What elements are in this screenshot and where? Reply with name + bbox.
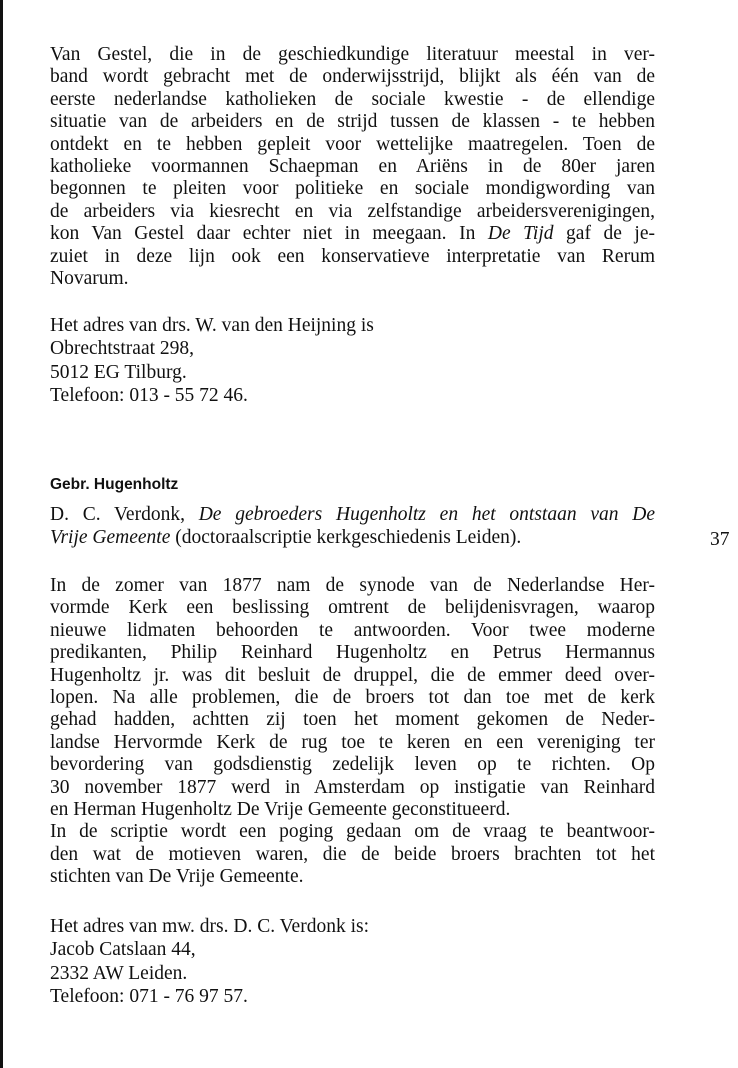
italic-title-text: Vrije Gemeente [50, 526, 171, 548]
paragraph-van-gestel [50, 44, 655, 290]
text-line [50, 799, 655, 821]
text-line [50, 732, 655, 754]
text-segment: zuiet in deze lijn ook een konservatieve interpretatie van Rerum [50, 245, 655, 267]
text-line [50, 268, 655, 290]
text-line [50, 754, 655, 776]
address-verdonk [50, 915, 655, 1008]
text-segment: gaf de je- [553, 223, 655, 245]
text-line [50, 687, 655, 709]
address-line: Het adres van mw. drs. D. C. Verdonk is: [50, 916, 369, 937]
text-segment: Novarum. [50, 267, 129, 289]
text-line [50, 246, 655, 268]
text-segment: band wordt gebracht met de onderwijsstrijd, blijkt als één van de [50, 66, 655, 88]
address-line: Telefoon: 013 - 55 72 46. [50, 384, 248, 406]
text-line [50, 620, 655, 642]
section-heading: Gebr. Hugenholtz [50, 476, 179, 493]
text-segment: de arbeiders via kiesrecht en via zelfstandige arbeidersverenigingen, [50, 200, 655, 222]
address-line: Jacob Catslaan 44, [50, 939, 196, 961]
text-segment: (doctoraalscriptie kerkgeschiedenis Leiden). [170, 526, 522, 548]
text-segment: bevordering van godsdienstig zedelijk leven op te richten. Op [50, 754, 655, 776]
text-segment: Van Gestel, die in de geschiedkundige literatuur meestal in ver- [50, 44, 655, 65]
text-line [50, 642, 655, 664]
text-line [50, 89, 655, 111]
text-line [50, 504, 655, 527]
text-line [50, 821, 655, 843]
text-segment: den wat de motieven waren, die de beide broers brachten tot het [50, 843, 655, 865]
paragraph-hugenholtz [50, 575, 655, 888]
text-segment: 30 november 1877 werd in Amsterdam op instigatie van Reinhard [50, 776, 655, 798]
text-line [50, 201, 655, 223]
text-line [50, 134, 655, 156]
citation [50, 504, 655, 549]
address-heijning [50, 314, 655, 407]
text-segment: landse Hervormde Kerk de rug toe te keren en een vereniging ter [50, 731, 655, 753]
italic-title-text: De Tijd [487, 223, 554, 245]
address-line: Het adres van drs. W. van den Heijning is [50, 315, 374, 336]
text-line [50, 66, 655, 88]
address-line: Telefoon: 071 - 76 97 57. [50, 985, 248, 1007]
text-segment: vormde Kerk een beslissing omtrent de belijdenisvragen, waarop [50, 597, 655, 619]
text-segment: ontdekt en te hebben gepleit voor wettelijke maatregelen. Toen de [50, 133, 655, 155]
text-segment: nieuwe lidmaten behoorden te antwoorden. Voor twee moderne [50, 619, 655, 641]
text-segment: lopen. Na alle problemen, die de broers tot dan toe met de kerk [50, 686, 655, 708]
text-segment: gehad hadden, achtten zij toen het moment gekomen de Neder- [50, 709, 655, 731]
text-segment: eerste nederlandse katholieken de sociale kwestie - de ellendige [50, 88, 655, 110]
text-segment: In de scriptie wordt een poging gedaan om de vraag te beantwoor- [50, 821, 655, 843]
text-line [50, 44, 655, 66]
text-segment: stichten van De Vrije Gemeente. [50, 866, 304, 888]
text-segment: en Herman Hugenholtz De Vrije Gemeente geconstitueerd. [50, 798, 511, 820]
text-segment: katholieke voormannen Schaepman en Ariëns in de 80er jaren [50, 155, 655, 177]
text-line [50, 709, 655, 731]
text-line [50, 575, 655, 597]
text-line [50, 866, 655, 888]
page-edge-rule [0, 0, 3, 1068]
text-segment: In de zomer van 1877 nam de synode van de Nederlandse Her- [50, 575, 655, 596]
text-line [50, 223, 655, 245]
text-segment: begonnen te pleiten voor politieke en sociale mondigwording van [50, 178, 655, 200]
text-line [50, 597, 655, 619]
text-segment: Hugenholtz jr. was dit besluit de druppel, die de emmer deed over- [50, 664, 655, 686]
text-line [50, 777, 655, 799]
text-line [50, 665, 655, 687]
address-line: 2332 AW Leiden. [50, 962, 188, 984]
italic-title-text: De gebroeders Hugenholtz en het ontstaan van De [198, 504, 655, 525]
text-segment: situatie van de arbeiders en de strijd tussen de klassen - te hebben [50, 111, 655, 133]
text-line [50, 156, 655, 178]
text-line [50, 178, 655, 200]
text-segment: kon Van Gestel daar echter niet in meegaan. In [50, 223, 488, 245]
address-line: Obrechtstraat 298, [50, 338, 195, 360]
address-line: 5012 EG Tilburg. [50, 361, 187, 383]
text-segment: predikanten, Philip Reinhard Hugenholtz en Petrus Hermannus [50, 642, 655, 664]
text-line [50, 527, 655, 550]
text-line [50, 111, 655, 133]
text-segment: D. C. Verdonk, [50, 504, 199, 525]
text-line [50, 844, 655, 866]
page-number: 37 [710, 529, 730, 550]
